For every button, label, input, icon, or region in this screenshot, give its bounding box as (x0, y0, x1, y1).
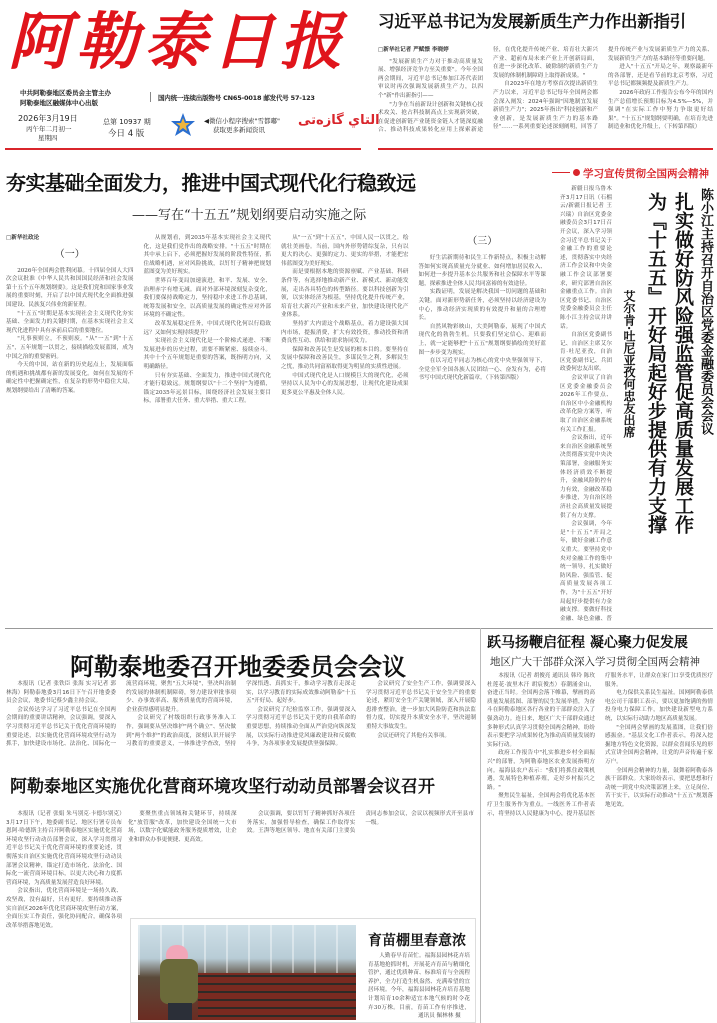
lunar-date: 丙午年二月初一 (26, 125, 72, 133)
section-number: （三） (467, 236, 498, 247)
paragraph: 会议还研究了其他有关事项。 (377, 732, 450, 739)
paragraph: 好生活新期待和民生工作新特点，积极主动解答如何实现高质量充分就业、如何增加居民收入、如何进一步提升基本公共服务和社会保障水平等课题，探索推进全体人民共同富裕的有效途径。 (418, 255, 546, 287)
main-story-subtitle: ——写在“十五五”规划纲要启动实施之际 (132, 208, 367, 223)
paragraph: "凡事预则立，不预则废。"从"一五"到"十五五"，五年规划一以贯之，接续描绘发展蓝图，成为中国之治的重要密码。 (6, 336, 134, 360)
finance-headline-2: 为『十五五』开好局起好步提供有力支撑 (645, 192, 667, 534)
byline: □新华社政论 (6, 235, 40, 241)
main-story-body (6, 234, 546, 624)
photo-credit: 通讯员 佩林林 摄 (418, 1013, 461, 1019)
photo-story-title: 育苗棚里春意浓 (368, 933, 466, 949)
issue-date (18, 113, 78, 124)
paragraph: 会议审议了自治区党委金融委员会2026年工作要点、自治区中小金融机构改革化险方案等，听取了自治区金融系统有关工作汇报。 (560, 375, 612, 433)
committee-body (6, 680, 476, 755)
column-divider (480, 628, 481, 1023)
date-text: 2026年3月19日 (18, 114, 78, 123)
paragraph: 从"一五"到"十五五"，中国人民一以贯之，绘就壮美画卷。当前，国内外形势错综复杂，只有以更大的决心、更强的定力、更实的举措，才能把宏伟蓝图变为美好现实。 (281, 235, 409, 267)
paragraph: 新疆日报乌鲁木齐3月17日讯（石榴云/新疆日报记者 王兴瑞）自治区党委金融委员会3月17日召开会议，深入学习领会习近平总书记关于金融工作的重要论述，贯彻落实中央经济工作会议和中央金融工作会议部署要求，研究部署自治区金融重点工作。自治区党委书记、自治区党委金融委员会主任陈小江主持会议并讲话。 (560, 186, 612, 330)
paragraph: 自2023年在地方考察首次提出新质生产力以来，习近平总书记每年全国两会都会深入阐发：2024年强调"因地制宜发展新质生产力"；2025年指出"科技创新和产业创新，是发展新质生产力的基本路径"……一系列重要论述深刻阐明，回答了提升传统产业与发展新质生产力的关系、发展新质生产力的基本路径等重要问题。 (493, 47, 713, 131)
sponsor-line-1: 中共阿勒泰地区委员会主管主办 (20, 89, 111, 97)
wechat-hint-1: ◀微信小程序搜索"雪都嘟" (204, 117, 280, 125)
paragraph: 中国式现代化是人口规模巨大的现代化，必须坚持以人民为中心的发展思想，让现代化建设成果更多更公平惠及全体人民。 (281, 372, 409, 396)
paragraph: 自然风物彩映山，大美阿勒泰，展现了中国式现代化的勃勃生机。只要我们坚定信心、迎难而上，就一定能够把"十五五"规划纲要描绘的美好蓝图一步步变为现实。 (418, 323, 546, 356)
paragraph: 今天的中国，站在新的历史起点上，发展面临的机遇和挑战都有新的发展变化。如何在发展的不确定性中把握确定性，在复杂的形势中稳住大局，规划纲要给出了清晰的答案。 (6, 362, 134, 394)
paragraph: "十五五"时期是基本实现社会主义现代化夯实基础、全面发力的关键时期，在基本实现社会主义现代化进程中具有承前启后的重要地位。 (6, 310, 134, 334)
section-number: （一） (54, 248, 85, 260)
paragraph: 坚持扩大内需这个战略基点，着力建设强大国内市场，提振消费，扩大有效投资，推动投资和消费良性互动、供给和需求协同发力。 (281, 320, 409, 345)
paragraph: 电力保供关系民生福祉。国网阿勒泰供电公司干部职工表示，要以更加饱满的热情投身电力保障工作，加快建设新型电力系统，以实际行动助力地区高质量发展。 (605, 690, 713, 722)
paragraph: 会议研究了安全生产工作，强调要深入学习贯彻习近平总书记关于安全生产的重要论述，紧盯安全生产关键领域，深入开展隐患排查整治，进一步加大风险防范和执法监督力度，切实提升本质安全水平，坚决遏制重特大事故发生。 (366, 681, 476, 730)
paragraph: 要聚焦重点领域和关键环节，持续深化"放管服"改革，加快建设全国统一大市场，以数字化赋能政务服务提质增效，让企业和群众办事更便捷、更高效。 (128, 811, 237, 843)
top-story-rule (378, 148, 713, 150)
paragraph: 政府工作报告中"扎实推进乡村全面振兴"的部署，为阿勒泰地区农业发展指明方向。福海县农户表示："我们将抓住政策机遇，发展特色种植养殖，走好乡村振兴之路。" (487, 750, 595, 791)
top-story-headline: 习近平总书记为发展新质生产力作出新指引 (378, 12, 686, 31)
paragraph: 全国两会精神的力量，鼓舞着阿勒泰各族干部群众。大家纷纷表示，要把思想和行动统一到党中央决策部署上来，立足岗位、苦干实干，以实际行动推动"十五五"规划落地见效。 (605, 767, 713, 808)
business-headline: 阿勒泰地区实施优化营商环境攻坚行动动员部署会议召开 (10, 777, 435, 797)
paragraph: 世界百年变局加速演进，和平、发展、安全、治理赤字有增无减。面对外部环境深刻复杂变化，我们要保持战略定力，坚持稳中求进工作总基调，统筹发展和安全，以高质量发展的确定性应对外部环境的不确定性。 (143, 277, 271, 319)
paragraph: 聚焦民生福祉，全国两会将优化基本医疗卫生服务作为重点。一线医务工作者表示，将坚持以人民健康为中心，提升基层医疗服务水平，让群众在家门口享受优质医疗服务。 (487, 673, 713, 817)
banner-dot-icon (573, 169, 580, 176)
caption-text: 人勤春早育苗忙。福海县园林花卉培育基地抢抓时机，开展花卉育苗与精细化管护，通过优质种苗、标准培育与全流程养护，全力打造生机盎然、充满希望的宜居环境。今年，福海县园林花卉培育基地计划培育10余种适宜本地气候的时令花卉30万株。目前，育苗工作有序推进， (368, 953, 470, 1010)
rally-body (487, 672, 713, 1022)
committee-headline: 阿勒泰地委召开地委委员会会议 (70, 652, 406, 681)
paragraph: 会议强调，要以钉钉子精神抓好各项任务落实，加强督导检查，确保工作取得实效。王湃等地区领导、地直有关部门主要负责同志参加会议，会议以视频形式开至县市一级。 (246, 811, 474, 835)
finance-story-body (560, 185, 612, 621)
sponsor-line-2: 阿勒泰地区融媒体中心出版 (20, 99, 98, 107)
finance-headline-1: 扎实做好防风险强监管促高质量发展工作 (672, 192, 694, 534)
paragraph: 本报讯（记者 张铁臣 张海 实习记者 郭林海）阿勒泰地委3月16日下午召开地委委员会会议，地委书记蔡少鑫主持会议。 (6, 681, 116, 705)
main-story-headline: 夯实基础全面发力，推进中国式现代化行稳致远 (6, 171, 416, 195)
paragraph: 本报讯（记者 张娟 朱马别克·卡德尔别克）3月17日下午，地委副书记、地区行署专员布恩阿·哈德斯主持召开阿勒泰地区实施优化营商环境攻坚行动动员部署会议，深入学习贯彻习近平总书记关于优化营商环境的重要论述，贯彻落实自治区实施优化营商环境攻坚行动动员部署会议精神，锚定打造市场化、法治化、国际化一流营商环境目标，以更大决心和力度抓营商环境，为高质量发展营造良好环境。 (6, 811, 122, 886)
rally-headline: 跃马扬鞭启征程 凝心聚力促发展 (487, 635, 688, 651)
page-count: 今日 4 版 (108, 129, 145, 139)
publication-numbers: 国内统一连续出版物号 CN65-0018 邮发代号 57-123 (158, 94, 315, 102)
seedling-greenhouse-photo (138, 925, 356, 1020)
weekday: 星期四 (38, 134, 58, 142)
photo-caption (368, 952, 470, 1010)
paragraph: 会议指出，优化营商环境是一场持久战、攻坚战，没有最好，只有更好。要持续推动落实自治区2026年优化营商环境攻坚行动方案，全面压实工作责任，强化协同配合，确保各项改革举措落地见效。 (6, 888, 122, 929)
paragraph: 自治区党委副书记、自治区主席艾尔肯·吐尼亚孜，自治区党委副书记、兵团政委何忠友出席。 (560, 332, 612, 373)
app-star-logo-icon (170, 112, 196, 138)
paragraph: □新华社记者 严赋憬 李晓婷 (378, 47, 449, 53)
wechat-hint-2: 获取更多新闻资讯 (213, 126, 265, 134)
paragraph: 改革发展稳定任务，中国式现代化何以行稳致远？又如何实现持续提升？ (143, 320, 271, 336)
paragraph: 在以习近平同志为核心的党中央坚强领导下，全党全军全国各族人民团结一心、奋发有为，必将书写中国式现代化新篇章。（下转第四版） (418, 358, 546, 382)
paragraph: 进入"十五五"开局之年，观察最新年的各部署，还是看节前的北京考察，习近平总书记都频频提及新质生产力。 (608, 64, 713, 88)
newspaper-logo: 阿勒泰日报 (8, 5, 349, 78)
finance-kicker: 陈小江主持召开自治区党委金融委员会会议 (698, 188, 713, 435)
paragraph: 实践证明，发展是解决我国一切问题的基础和关键。面对新形势新任务，必须坚持以经济建设为中心，推动经济实现质的有效提升和量的合理增长。 (418, 289, 546, 322)
business-body-continued (128, 810, 474, 915)
paragraph: 保障和改善民生是发展的根本目的。要坚持在发展中保障和改善民生，多谋民生之利，多解民生之忧，推动共同富裕取得更为明显的实质性进展。 (281, 346, 409, 370)
paragraph: "发展新质生产力对于推动高质量发展、增强经济竞争力至关重要"。今年全国两会期间，习近平总书记参加江苏代表团审议时再次强调发展新质生产力，以四个"新"作出新指引—— (378, 58, 483, 99)
issue-number: 总第 10937 期 (103, 118, 151, 126)
banner-line (552, 172, 570, 173)
banner-label: 学习宣传贯彻全国两会精神 (583, 168, 709, 180)
paragraph: 会议传达学习了习近平总书记在全国两会期间的重要讲话精神，会议强调，要深入学习贯彻习近平总书记关于优化营商环境的重要论述，以实施优化营商环境攻坚行动为抓手，加快建设市场化、法治化、国际化一流营商环境，聚焦"五大环境"，坚决纠治制约发展的体制机制障碍，努力建设审批事项少、办事效率高、服务质量优的营商环境，企业获得感明显提升。 (6, 681, 236, 748)
finance-attendees: 艾尔肯·吐尼亚孜何忠友出席 (622, 290, 636, 439)
paragraph: "全国两会擘画的发展蓝图，让我们倍感振奋。"基层文化工作者表示，将深入挖掘地方特色文化资源，以群众喜闻乐见的形式宣讲全国两会精神，让党的声音传遍千家万户。 (605, 724, 713, 765)
rally-subtitle: 地区广大干部群众深入学习贯彻全国两会精神 (490, 656, 700, 668)
paragraph: 2026年全国两会胜利闭幕。十四届全国人大四次会议批准《中华人民共和国国民经济和社会发展第十五个五年规划纲要》。这是我们党和国家事业发展的重要时刻，开启了以中国式现代化全面推进强国建设、民族复兴伟业的新征程。 (6, 267, 134, 308)
section-divider (5, 628, 713, 629)
paragraph: "力争在当前新设计创新和关键核心技术攻关、抢占科技制高点上实现新突破，在促进创新链产业链资金链人才链深度融合、推动科技成果转化应用上探索新途径，在优化提升传统产业、培育壮大新兴产业、超前布局未来产业上开创新局面，在进一步深化改革、破除制约新质生产力发展的体制机制障碍上取得新成果。" (378, 47, 598, 134)
paragraph: 本报讯（记者 胡俊亮 通讯员 韩玲 陈玫 杜莲花·波里木汗 胡宸俊杰）春潮涌金山，奋进正当时。全国两会落下帷幕，擘画的高质量发展蓝图、部署的民生发展举措，为奋斗在阿勒泰地区各行各业的干部群众注入了强劲动力。连日来，地区广大干部群众通过多种形式认真学习贯彻全国两会精神，纷纷表示要把学习成果转化为推动高质量发展的实际行动。 (487, 673, 595, 748)
paragraph: 会议指出，近年来自治区金融系统坚决贯彻落实党中央决策部署，金融服务实体经济质效不断提升，金融风险防控有力有效，金融改革稳步推进，为自治区经济社会高质量发展提供了有力支撑。 (560, 435, 612, 519)
business-body (6, 810, 122, 1022)
kazakh-title: التاي گازەتی (298, 113, 380, 128)
masthead-rule (5, 148, 361, 150)
paragraph: 会议强调，今年是"十五五"开局之年，做好金融工作意义重大。要坚持党中央对金融工作的集中统一领导，扎实做好防风险、强监管、促高质量发展各项工作，为"十五五"开好局起好步提供有力金融支撑。要做好科技金融、绿色金融、普 (560, 521, 612, 621)
divider (150, 92, 151, 102)
paragraph: 实现社会主义现代化是一个阶梯式递进、不断发展进步的历史过程，需要不断紧密、接续奋斗。其中十个五年规划是重要的答案，既指明方向，又明确路径。 (143, 338, 271, 370)
paragraph: 2026年政府工作报告公布今年的国内生产总值增长预期目标为4.5%—5%，并强调"在实际工作中努力争取更好结果"。"十五五"规划纲要明确，在培育先进制造业和优化升级上，（下转第四版） (608, 89, 713, 131)
paragraph: 从规划看，到2035年基本实现社会主义现代化，这是我们党作出的战略安排。"十五五"时期在其中承上启下，必须把握好发展的阶段性特征，抓住战略机遇，应对风险挑战，以钉钉子精神把规划蓝图变为美好现实。 (143, 235, 271, 276)
paragraph: 只有夯实基础、全面发力，推进中国式现代化才能行稳致远。规划纲要以"十二个坚持"为遵循，锚定2035年远景目标，围绕经济社会发展主要目标，部署重大任务、重大举措、重大工程。 (143, 372, 271, 405)
paragraph: 而是要根据本地的资源禀赋、产业基础、科研条件等，有选择地推动新产业、新模式、新动能发展，走出各具特色的转型路径。要以科技创新为引领，以实体经济为根基，坚持优化提升传统产业，培育壮大新兴产业和未来产业，加快建设现代化产业体系。 (281, 269, 409, 319)
paragraph: 会议研究了纪检监察工作，强调要深入学习贯彻习近平总书记关于党的自我革命的重要思想，持续推动全面从严治党向纵深发展，以实际行动推进党风廉政建设和反腐败斗争，为各项事业发展提供坚强保障。 (246, 706, 356, 748)
paragraph: 会议研究了村级组织行政事务准入工作，强调要从坚决维护"两个确立"、坚决做到"两个维护"的政治高度，深刻认识开展学习教育的重要意义，一体推进学查改，坚持学深悟透、真抓实干，推动学习教育走深走实，以学习教育的实际成效推动阿勒泰"十五五"开好局、起好步。 (126, 681, 356, 748)
top-story-body (378, 46, 713, 142)
